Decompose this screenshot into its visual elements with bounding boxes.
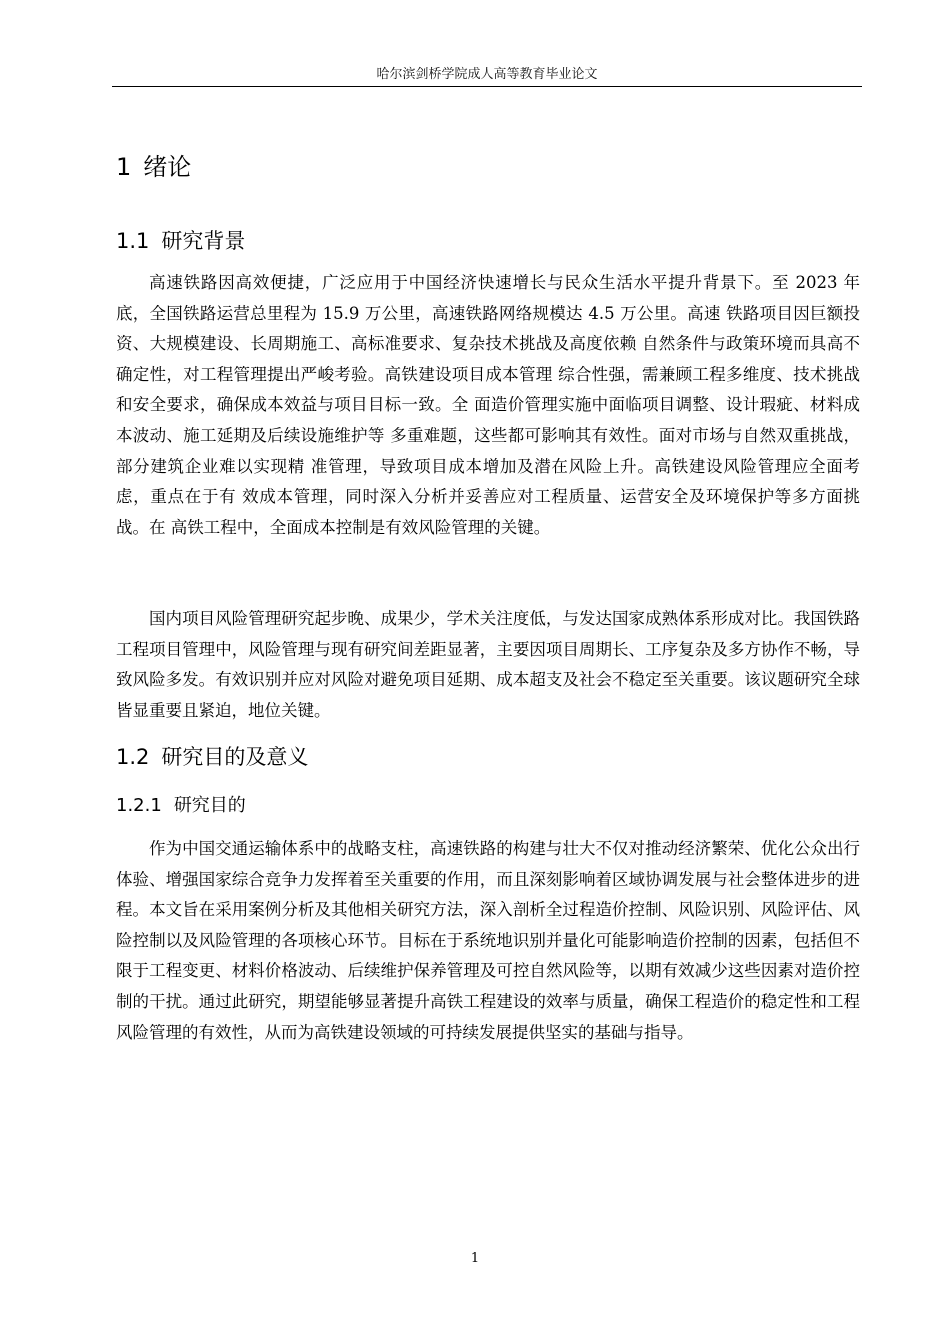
section-number: 1.1 <box>116 229 150 253</box>
chapter-number: 1 <box>116 153 132 181</box>
section-heading-1-1 <box>116 226 245 256</box>
header-divider <box>112 86 862 87</box>
chapter-heading <box>116 150 191 184</box>
subsection-number: 1.2.1 <box>116 795 162 816</box>
paragraph-background-1: 高速铁路因高效便捷，广泛应用于中国经济快速增长与民众生活水平提升背景下。至 2023 年底，全国铁路运营总里程为 15.9 万公里，高速铁路网络规模达 4.5 万公里。高速 铁路项目因巨额投资、大规模建设、长周期施工、高标准要求、复杂技术挑战及高度依赖 自然条件与政策环境而具高不确定性，对工程管理提出严峻考验。高铁建设项目成本管理 综合性强，需兼顾工程多维度、技术挑战和安全要求，确保成本效益与项目目标一致。全 面造价管理实施中面临项目调整、设计瑕疵、材料成本波动、施工延期及后续设施维护等 多重难题，这些都可影响其有效性。面对市场与自然双重挑战，部分建筑企业难以实现精 准管理，导致项目成本增加及潜在风险上升。高铁建设风险管理应全面考虑，重点在于有 效成本管理，同时深入分析并妥善应对工程质量、运营安全及环境保护等多方面挑战。在 高铁工程中，全面成本控制是有效风险管理的关键。 <box>116 273 860 537</box>
page-number: 1 <box>470 1251 480 1266</box>
paragraph-purpose-1: 作为中国交通运输体系中的战略支柱，高速铁路的构建与壮大不仅对推动经济繁荣、优化公众出行体验、增强国家综合竞争力发挥着至关重要的作用，而且深刻影响着区域协调发展与社会整体进步的进程。本文旨在采用案例分析及其他相关研究方法，深入剖析全过程造价控制、风险识别、风险评估、风险控制以及风险管理的各项核心环节。目标在于系统地识别并量化可能影响造价控制的因素，包括但不限于工程变更、材料价格波动、后续维护保养管理及可控自然风险等，以期有效减少这些因素对造价控制的干扰。通过此研究，期望能够显著提升高铁工程建设的效率与质量，确保工程造价的稳定性和工程风险管理的有效性，从而为高铁建设领域的可持续发展提供坚实的基础与指导。 <box>116 839 860 1042</box>
paragraph-background-2: 国内项目风险管理研究起步晚、成果少，学术关注度低，与发达国家成熟体系形成对比。我国铁路工程项目管理中，风险管理与现有研究间差距显著，主要因项目周期长、工序复杂及多方协作不畅，导致风险多发。有效识别并应对风险对避免项目延期、成本超支及社会不稳定至关重要。该议题研究全球皆显重要且紧迫，地位关键。 <box>116 609 860 720</box>
section-title: 研究背景 <box>161 229 246 253</box>
subsection-title: 研究目的 <box>173 795 246 816</box>
subsection-heading-1-2-1 <box>116 792 246 820</box>
section-number: 1.2 <box>116 745 150 769</box>
section-heading-1-2 <box>116 742 308 772</box>
page-header: 哈尔滨剑桥学院成人高等教育毕业论文 <box>376 67 598 82</box>
section-title: 研究目的及意义 <box>161 745 309 769</box>
chapter-title: 绪论 <box>143 153 192 181</box>
